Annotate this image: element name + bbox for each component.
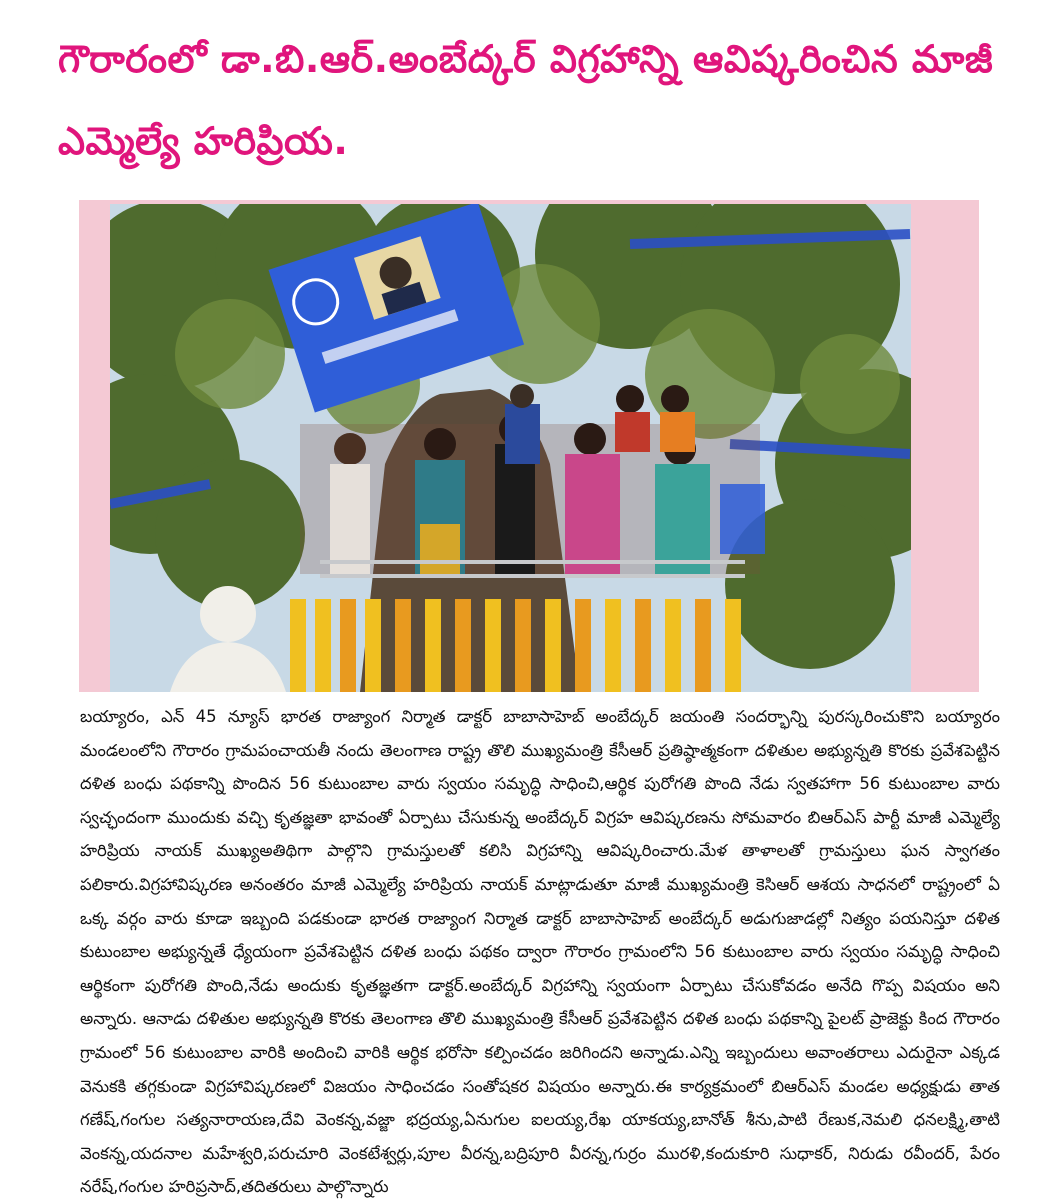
article-body: బయ్యారం, ఎన్ 45 న్యూస్ భారత రాజ్యాంగ నిర్మాత డాక్టర్ బాబాసాహెబ్ అంబేద్కర్ జయంతి సందర్భాన్ని పురస్కరించుకొని బయ్యారం మండలంలోని గౌరారం గ్రామపంచాయతీ నందు తెలంగాణ రాష్ట్ర తొలి ముఖ్యమంత్రి కేసీఆర్ ప్రతిష్ఠాత్మకంగా దళితుల అభ్యున్నతి కొరకు ప్రవేశపెట్టిన దళిత బంధు పథకాన్ని పొందిన 56 కుటుంబాల వారు స్వయం సమృద్ధి సాధించి,ఆర్థిక పురోగతి పొంది నేడు స్వతహాగా 56 కుటుంబాల వారు స్వచ్ఛందంగా ముందుకు వచ్చి కృతజ్ఞతా భావంతో ఏర్పాటు చేసుకున్న అంబేద్కర్ విగ్రహ ఆవిష్కరణను సోమవారం బిఆర్ఎస్ పార్టీ మాజీ ఎమ్మెల్యే హరిప్రియ నాయక్ ముఖ్యఅతిథిగా పాల్గొని గ్రామస్తులతో కలిసి విగ్రహాన్ని ఆవిష్కరించారు.మేళ తాళాలతో గ్రామస్తులు ఘన స్వాగతం పలికారు.విగ్రహావిష్కరణ అనంతరం మాజీ ఎమ్మెల్యే హరిప్రియ నాయక్ మాట్లాడుతూ మాజీ ముఖ్యమంత్రి కెసిఆర్ ఆశయ సాధనలో రాష్ట్రంలో ఏ ఒక్క వర్గం వారు కూడా ఇబ్బంది పడకుండా భారత రాజ్యాంగ నిర్మాత డాక్టర్ బాబాసాహెబ్ అంబేద్కర్ అడుగుజాడల్లో నిత్యం పయనిస్తూ దళిత కుటుంబాల అభ్యున్నతే ధ్యేయంగా ప్రవేశపెట్టిన దళిత బంధు పథకం ద్వారా గౌరారం గ్రామంలోని 56 కుటుంబాల వారు స్వయం సమృద్ధి సాధించి ఆర్థికంగా పురోగతి పొంది,నేడు అందుకు కృతజ్ఞతగా డాక్టర్.అంబేద్కర్ విగ్రహాన్ని స్వయంగా ఏర్పాటు చేసుకోవడం అనేది గొప్ప విషయం అని అన్నారు. ఆనాడు దళితుల అభ్యున్నతి కొరకు తెలంగాణ తొలి ముఖ్యమంత్రి కేసీఆర్ ప్రవేశపెట్టిన దళిత బంధు పథకాన్ని పైలట్ ప్రాజెక్టు కింద గౌరారం గ్రామంలో 56 కుటుంబాల వారికి అందించి వారికి ఆర్థిక భరోసా కల్పించడం జరిగిందని అన్నాడు.ఎన్ని ఇబ్బందులు అవాంతరాలు ఎదురైనా ఎక్కడ వెనుకకి తగ్గకుండా విగ్రహావిష్కరణలో విజయం సాధించడం సంతోషకర విషయం అన్నారు.ఈ కార్యక్రమంలో బిఆర్ఎస్ మండల అధ్యక్షుడు తాత గణేష్,గంగుల సత్యనారాయణ,దేవి వెంకన్న,వజ్జా భద్రయ్య,ఏనుగుల ఐలయ్య,రేఖ యాకయ్య,బానోత్ శీను,పాటి రేణుక,నెమలి ధనలక్ష్మి,తాటి వెంకన్న,యదనాల మహేశ్వరి,పరుచూరి వెంకటేశ్వర్లు,పూల వీరన్న,బద్రిపూరి వీరన్న,గుర్రం మురళి,కందుకూరి సుధాకర్, నిరుడు రవీందర్, పేరం నరేష్,గంగుల హరిప్రసాద్,తదితరులు పాల్గొన్నారు: [80, 707, 1000, 1197]
event-photo: [110, 204, 911, 692]
headline: గౌరారంలో డా.బి.ఆర్.అంబేద్కర్ విగ్రహాన్ని ఆవిష్కరించిన మాజీ ఎమ్మెల్యే హరిప్రియ.: [58, 37, 994, 163]
